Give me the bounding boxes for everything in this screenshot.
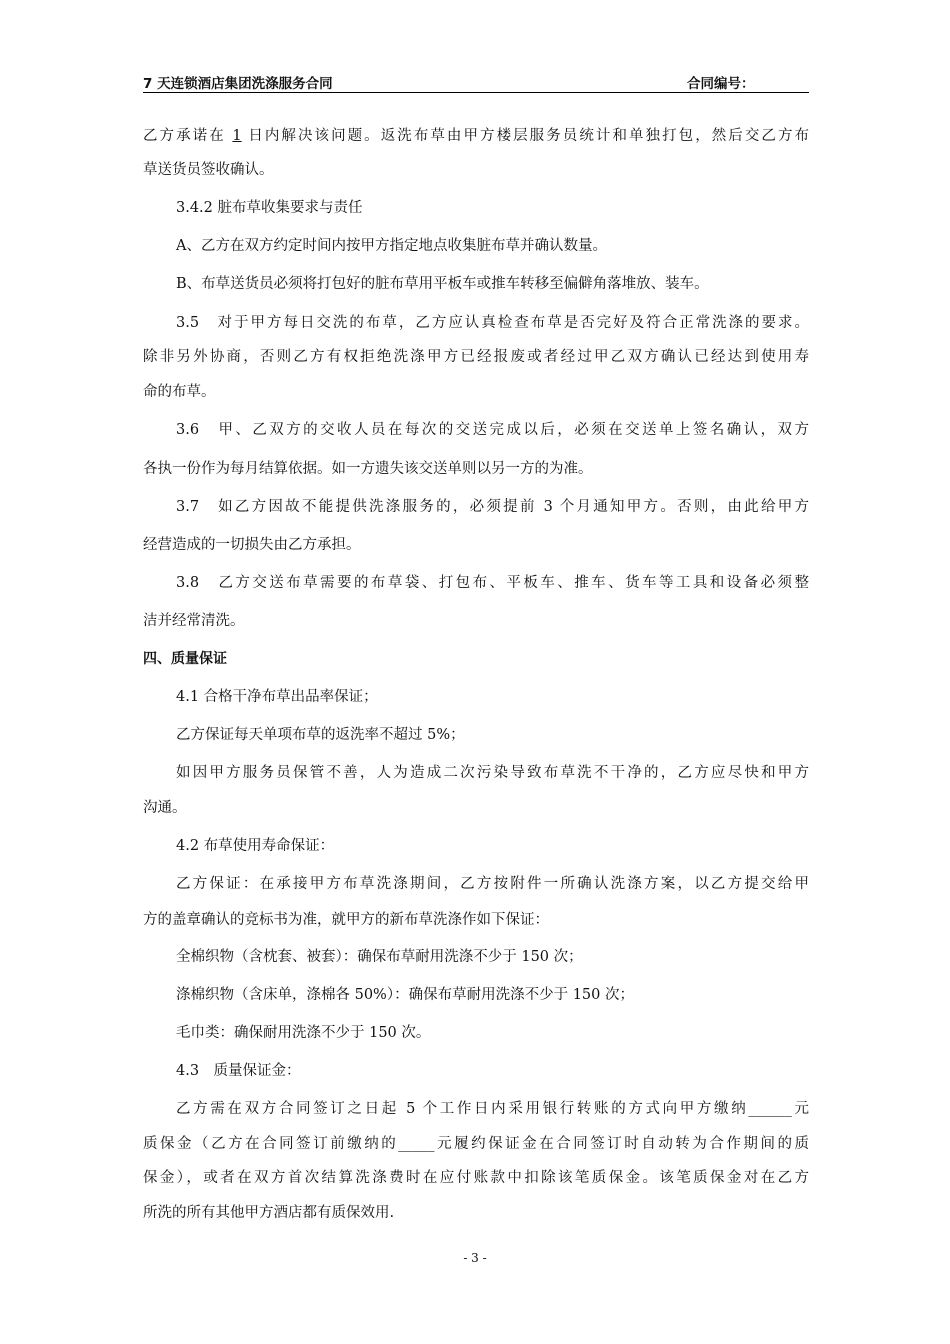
paragraph-line: 经营造成的一切损失由乙方承担。: [143, 537, 361, 553]
paragraph-line: 所洗的所有其他甲方酒店都有质保效用.: [143, 1205, 395, 1221]
days-value: 1: [232, 128, 242, 144]
section-heading-4: 四、质量保证: [143, 651, 227, 667]
section-heading-4-3: 4.3 质量保证金：: [176, 1063, 301, 1079]
paragraph-line: 方的盖章确认的竞标书为准，就甲方的新布草洗涤作如下保证：: [143, 912, 549, 928]
paragraph-line: 涤棉织物（含床单，涤棉各 50%）：确保布草耐用洗涤不少于 150 次；: [176, 987, 634, 1003]
clause-b: B、布草送货员必须将打包好的脏布草用平板车或推车转移至偏僻角落堆放、装车。: [176, 276, 709, 292]
paragraph-line: 除非另外协商，否则乙方有权拒绝洗涤甲方已经报废或者经过甲乙双方确认已经达到使用寿: [143, 349, 809, 365]
page-number: - 3 -: [463, 1251, 487, 1265]
header-title: 7 天连锁酒店集团洗涤服务合同: [143, 76, 333, 92]
section-heading-4-1: 4.1 合格干净布草出品率保证；: [176, 689, 378, 705]
section-heading-4-2: 4.2 布草使用寿命保证：: [176, 838, 335, 854]
clause-3-8: 3.8 乙方交送布草需要的布草袋、打包布、平板车、推车、货车等工具和设备必须整: [176, 575, 809, 591]
paragraph-line: 如因甲方服务员保管不善，人为造成二次污染导致布草洗不干净的，乙方应尽快和甲方: [176, 765, 809, 781]
paragraph-line: 各执一份作为每月结算依据。如一方遗失该交送单则以另一方的为准。: [143, 461, 593, 477]
paragraph-line: 乙方保证：在承接甲方布草洗涤期间，乙方按附件一所确认洗涤方案，以乙方提交给甲: [176, 876, 809, 892]
paragraph-line: 草送货员签收确认。: [143, 162, 274, 178]
paragraph-line: 乙方需在双方合同签订之日起 5 个工作日内采用银行转账的方式向甲方缴纳______元: [176, 1101, 809, 1117]
paragraph-line: 沟通。: [143, 800, 187, 816]
contract-number-label: 合同编号：: [687, 76, 755, 92]
paragraph-line: 保金），或者在双方首次结算洗涤费时在应付账款中扣除该笔质保金。该笔质保金对在乙方: [143, 1170, 809, 1186]
clause-3-6: 3.6 甲、乙双方的交收人员在每次的交送完成以后，必须在交送单上签名确认，双方: [176, 422, 809, 438]
paragraph-line: 质保金（乙方在合同签订前缴纳的_____元履约保证金在合同签订时自动转为合作期间的质: [143, 1136, 809, 1152]
paragraph-line: 毛巾类：确保耐用洗涤不少于 150 次。: [176, 1025, 431, 1041]
paragraph-line: 乙方承诺在 1 日内解决该问题。返洗布草由甲方楼层服务员统计和单独打包，然后交乙方布: [143, 128, 810, 144]
paragraph-line: 乙方保证每天单项布草的返洗率不超过 5%；: [176, 727, 465, 743]
page-header: [143, 70, 809, 93]
clause-3-7: 3.7 如乙方因故不能提供洗涤服务的，必须提前 3 个月通知甲方。否则，由此给甲方: [176, 499, 809, 515]
clause-3-5: 3.5 对于甲方每日交洗的布草，乙方应认真检查布草是否完好及符合正常洗涤的要求。: [176, 315, 809, 331]
paragraph-line: 命的布草。: [143, 384, 216, 400]
clause-a: A、乙方在双方约定时间内按甲方指定地点收集脏布草并确认数量。: [176, 238, 607, 254]
paragraph-line: 全棉织物（含枕套、被套）：确保布草耐用洗涤不少于 150 次；: [176, 949, 583, 965]
paragraph-line: 洁并经常清洗。: [143, 613, 245, 629]
section-heading-3-4-2: 3.4.2 脏布草收集要求与责任: [176, 200, 363, 216]
